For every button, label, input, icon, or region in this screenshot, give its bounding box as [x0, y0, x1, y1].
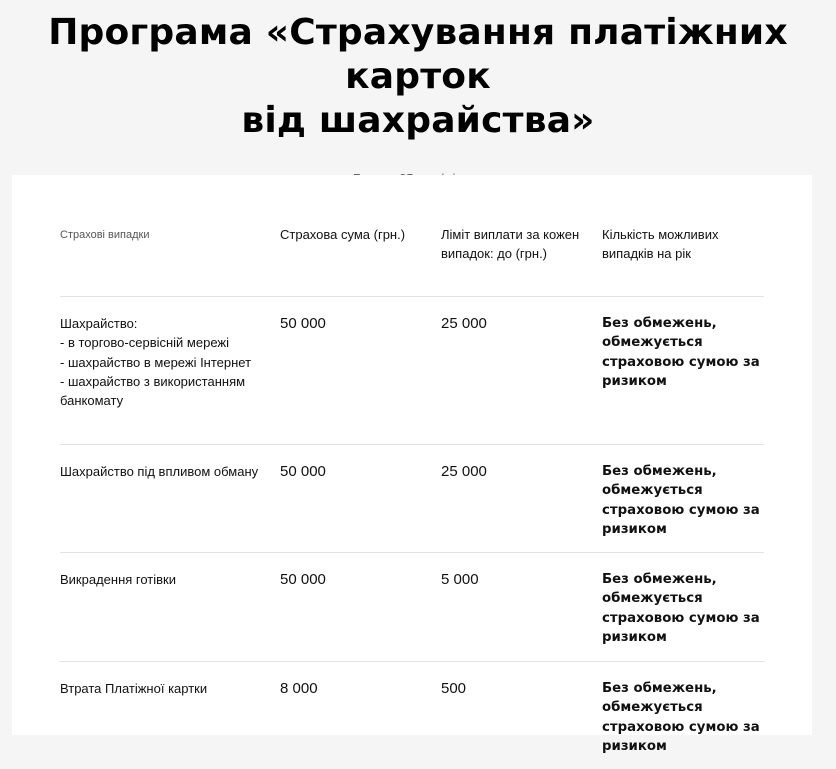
column-header-count: Кількість можливих випадків на рік [602, 227, 719, 262]
column-header-sum: Страхова сума (грн.) [280, 227, 406, 242]
count-cell: Без обмежень, обмежується страховою сумою за ризиком [602, 572, 760, 645]
column-header-cases: Страхові випадки [60, 229, 150, 241]
case-cell: Втрата Платіжної картки [60, 681, 208, 696]
column-header-limit: Ліміт виплати за кожен випадок: до (грн.) [441, 227, 580, 262]
limit-cell: 500 [441, 680, 467, 697]
table-row [60, 553, 764, 662]
table-header-row [60, 225, 764, 297]
table-row [60, 662, 764, 769]
limit-cell: 5 000 [441, 571, 479, 588]
table-row [60, 445, 764, 553]
count-cell: Без обмежень, обмежується страховою сумою за ризиком [602, 464, 760, 537]
coverage-table [60, 225, 764, 769]
page-title-line-1: Програма «Страхування платіжних карток [48, 12, 788, 97]
sum-cell: 50 000 [280, 571, 326, 588]
count-cell: Без обмежень, обмежується страховою сумою за ризиком [602, 316, 760, 389]
case-cell: Шахрайство під впливом обману [60, 464, 259, 479]
case-cell: Шахрайство: - в торгово-сервісній мережі - шахрайство в мережі Інтернет - шахрайство з використанням банкомату [60, 316, 252, 409]
case-cell: Викрадення готівки [60, 572, 177, 587]
sum-cell: 8 000 [280, 680, 318, 697]
page-title-line-2: від шахрайства» [241, 100, 595, 141]
table-row [60, 297, 764, 445]
count-cell: Без обмежень, обмежується страховою сумою за ризиком [602, 681, 760, 754]
coverage-card [12, 175, 812, 754]
limit-cell: 25 000 [441, 463, 487, 480]
sum-cell: 50 000 [280, 463, 326, 480]
limit-cell: 25 000 [441, 315, 487, 332]
page-title [0, 0, 836, 143]
sum-cell: 50 000 [280, 315, 326, 332]
